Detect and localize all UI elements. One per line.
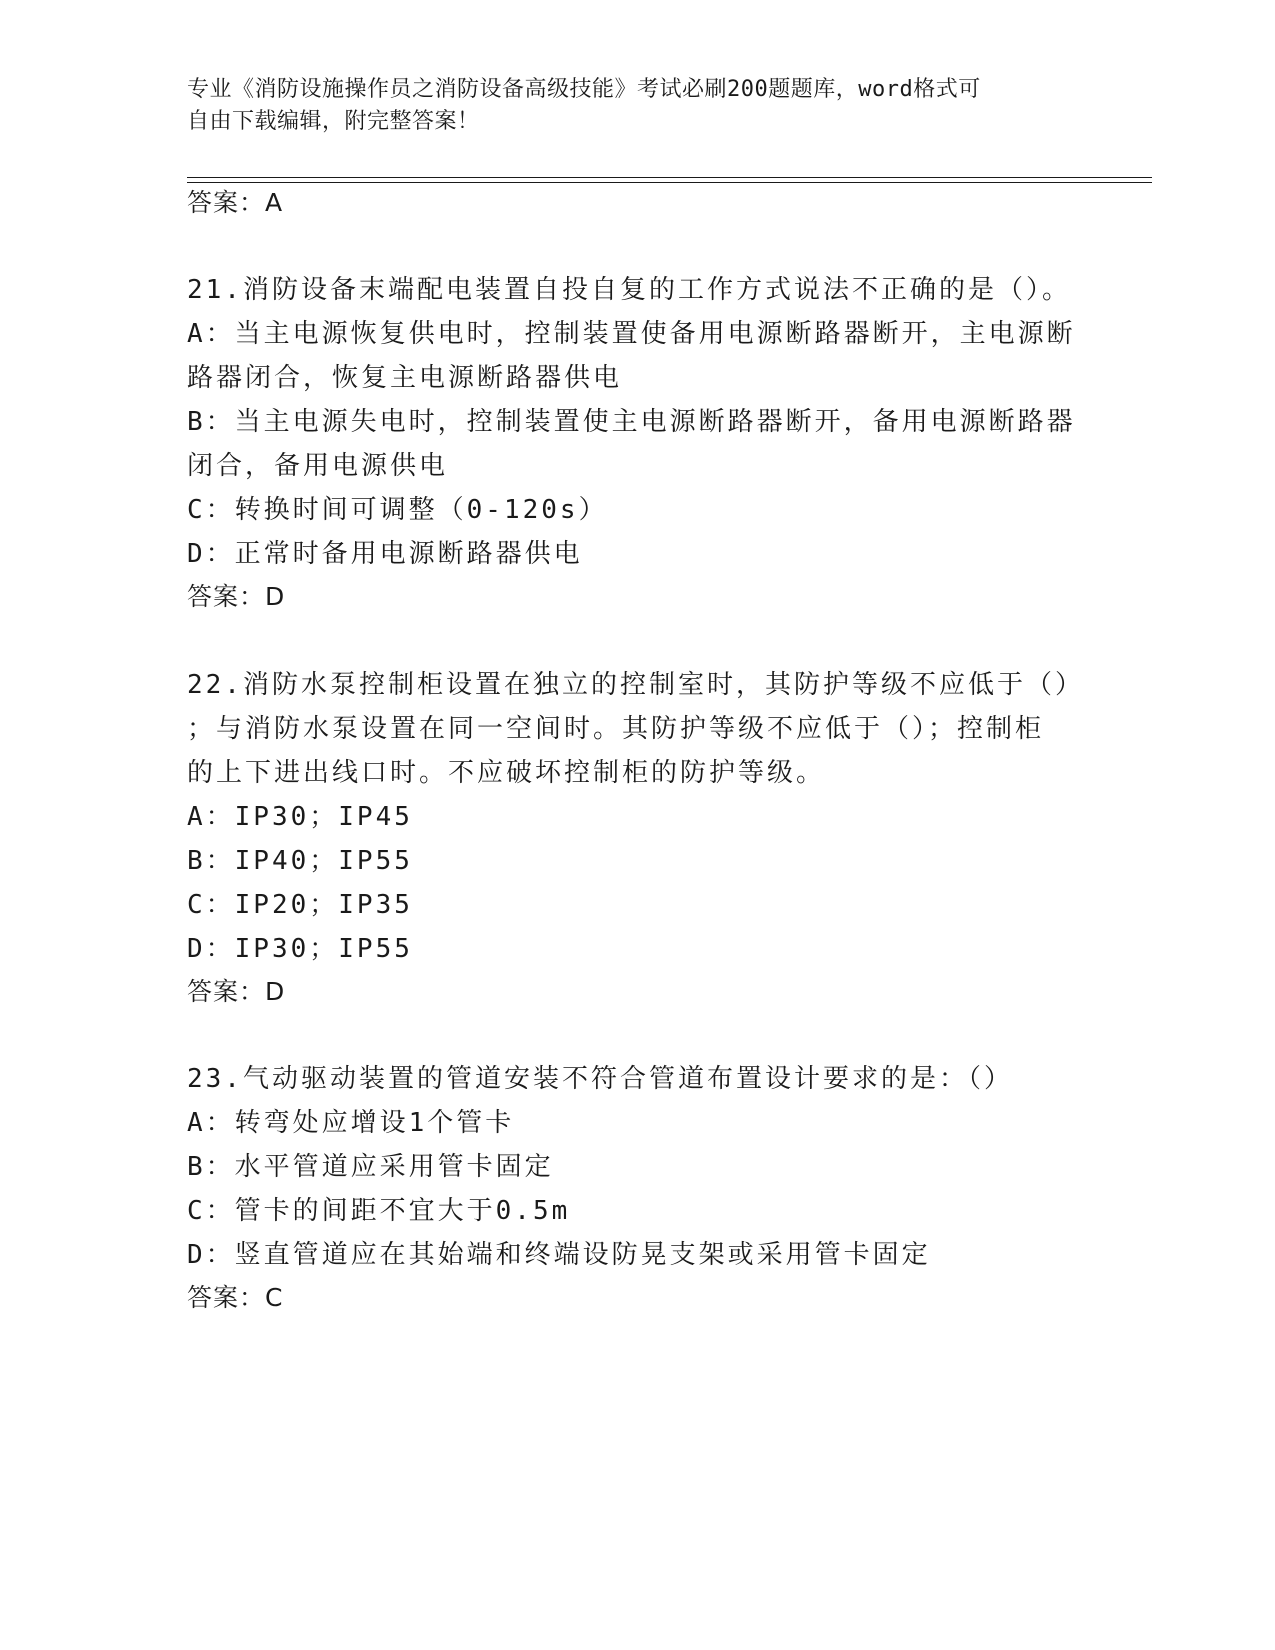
question-22-option-a: A：IP30；IP45 — [187, 802, 413, 832]
question-22-option-b: B：IP40；IP55 — [187, 846, 413, 876]
question-23-option-b: B：水平管道应采用管卡固定 — [187, 1152, 554, 1182]
question-21-option-c: C：转换时间可调整（0-120s） — [187, 495, 608, 525]
question-22-option-d: D：IP30；IP55 — [187, 934, 413, 964]
question-22-option-c: C：IP20；IP35 — [187, 890, 413, 920]
document-header — [187, 74, 1067, 138]
question-22-stem-line-1: 22.消防水泵控制柜设置在独立的控制室时，其防护等级不应低于（） — [187, 670, 1084, 700]
question-22-stem-line-3: 的上下进出线口时。不应破坏控制柜的防护等级。 — [187, 758, 826, 788]
question-23-answer: 答案：C — [187, 1283, 284, 1312]
question-23-option-a: A：转弯处应增设1个管卡 — [187, 1108, 515, 1138]
question-23-option-d: D：竖直管道应在其始端和终端设防晃支架或采用管卡固定 — [187, 1240, 931, 1270]
question-23-stem-line-1: 23.气动驱动装置的管道安装不符合管道布置设计要求的是：（） — [187, 1064, 1013, 1094]
question-21-stem-line-1: 21.消防设备末端配电装置自投自复的工作方式说法不正确的是（）。 — [187, 275, 1071, 305]
header-line-2: 自由下载编辑，附完整答案！ — [187, 109, 480, 134]
question-22-answer: 答案：D — [187, 977, 286, 1006]
question-22-stem-line-2: ；与消防水泵设置在同一空间时。其防护等级不应低于（）；控制柜 — [187, 714, 1045, 744]
question-21-option-d: D：正常时备用电源断路器供电 — [187, 539, 583, 569]
question-21-option-b-line-2: 闭合，备用电源供电 — [187, 451, 449, 481]
previous-answer: 答案：A — [187, 188, 284, 217]
header-divider-bottom — [187, 182, 1152, 183]
question-21-option-a-line-2: 路器闭合，恢复主电源断路器供电 — [187, 363, 623, 393]
header-line-1: 专业《消防设施操作员之消防设备高级技能》考试必刷200题题库，word格式可 — [187, 77, 981, 102]
question-21-option-b-line-1: B：当主电源失电时，控制装置使主电源断路器断开，备用电源断路器 — [187, 407, 1076, 437]
header-divider-top — [187, 177, 1152, 178]
question-21-option-a-line-1: A：当主电源恢复供电时，控制装置使备用电源断路器断开，主电源断 — [187, 319, 1076, 349]
question-21-answer: 答案：D — [187, 582, 286, 611]
question-23-option-c: C：管卡的间距不宜大于0.5m — [187, 1196, 571, 1226]
